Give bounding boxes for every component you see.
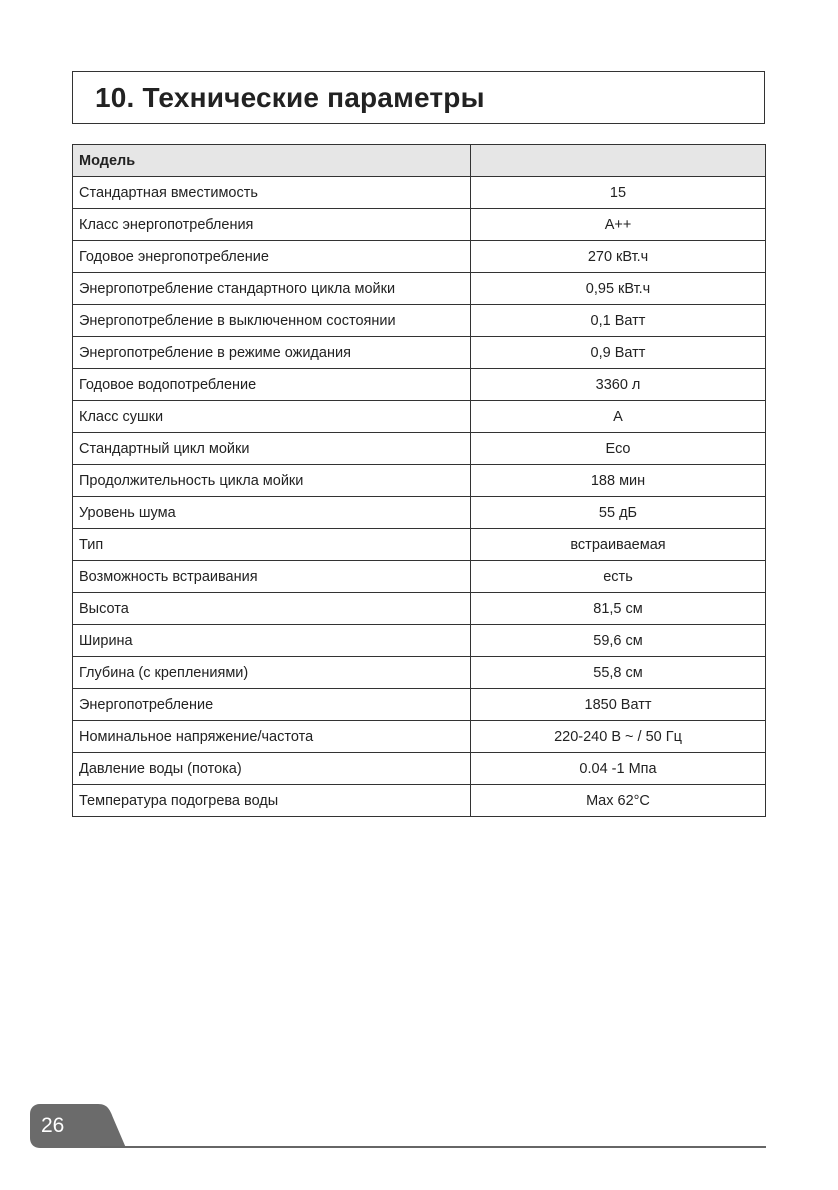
param-value: 81,5 см — [471, 593, 766, 625]
param-value: встраиваемая — [471, 529, 766, 561]
table-row — [73, 689, 766, 721]
param-value: 270 кВт.ч — [471, 241, 766, 273]
param-value: 0,9 Ватт — [471, 337, 766, 369]
table-row — [73, 433, 766, 465]
param-label: Тип — [73, 529, 471, 561]
param-label: Класс энергопотребления — [73, 209, 471, 241]
param-value: 220-240 В ~ / 50 Гц — [471, 721, 766, 753]
table-row — [73, 721, 766, 753]
param-value: 1850 Ватт — [471, 689, 766, 721]
table-row — [73, 273, 766, 305]
table-row — [73, 561, 766, 593]
page-number: 26 — [41, 1114, 65, 1137]
param-label: Энергопотребление в режиме ожидания — [73, 337, 471, 369]
param-label: Высота — [73, 593, 471, 625]
param-value: 59,6 см — [471, 625, 766, 657]
param-value: 0,95 кВт.ч — [471, 273, 766, 305]
param-label: Глубина (с креплениями) — [73, 657, 471, 689]
param-value: Max 62°C — [471, 785, 766, 817]
param-label: Ширина — [73, 625, 471, 657]
param-label: Температура подогрева воды — [73, 785, 471, 817]
param-label: Уровень шума — [73, 497, 471, 529]
table-row — [73, 753, 766, 785]
table-row — [73, 401, 766, 433]
param-label: Возможность встраивания — [73, 561, 471, 593]
param-label: Номинальное напряжение/частота — [73, 721, 471, 753]
param-value: 55 дБ — [471, 497, 766, 529]
spec-table — [72, 144, 766, 817]
table-row — [73, 241, 766, 273]
param-value: Eco — [471, 433, 766, 465]
table-row — [73, 625, 766, 657]
table-row — [73, 529, 766, 561]
param-value: 188 мин — [471, 465, 766, 497]
param-label: Давление воды (потока) — [73, 753, 471, 785]
param-label: Стандартная вместимость — [73, 177, 471, 209]
table-row — [73, 337, 766, 369]
param-value: А — [471, 401, 766, 433]
table-header-row — [73, 145, 766, 177]
param-value: 3360 л — [471, 369, 766, 401]
param-label: Класс сушки — [73, 401, 471, 433]
header-label-cell: Модель — [73, 145, 471, 177]
table-row — [73, 785, 766, 817]
footer-rule — [100, 1146, 766, 1148]
param-label: Годовое энергопотребление — [73, 241, 471, 273]
param-label: Энергопотребление в выключенном состоянии — [73, 305, 471, 337]
table-row — [73, 209, 766, 241]
page-title: 10. Технические параметры — [95, 82, 485, 113]
table-row — [73, 465, 766, 497]
table-row — [73, 177, 766, 209]
table-row — [73, 657, 766, 689]
table-row — [73, 369, 766, 401]
param-label: Годовое водопотребление — [73, 369, 471, 401]
param-value: 55,8 см — [471, 657, 766, 689]
param-label: Продолжительность цикла мойки — [73, 465, 471, 497]
header-value-cell — [471, 145, 766, 177]
param-value: 15 — [471, 177, 766, 209]
param-value: 0.04 -1 Мпа — [471, 753, 766, 785]
table-row — [73, 593, 766, 625]
param-value: A++ — [471, 209, 766, 241]
table-row — [73, 497, 766, 529]
param-label: Энергопотребление стандартного цикла мойки — [73, 273, 471, 305]
param-label: Стандартный цикл мойки — [73, 433, 471, 465]
param-value: есть — [471, 561, 766, 593]
param-label: Энергопотребление — [73, 689, 471, 721]
table-row — [73, 305, 766, 337]
param-value: 0,1 Ватт — [471, 305, 766, 337]
section-title-box — [72, 71, 765, 124]
